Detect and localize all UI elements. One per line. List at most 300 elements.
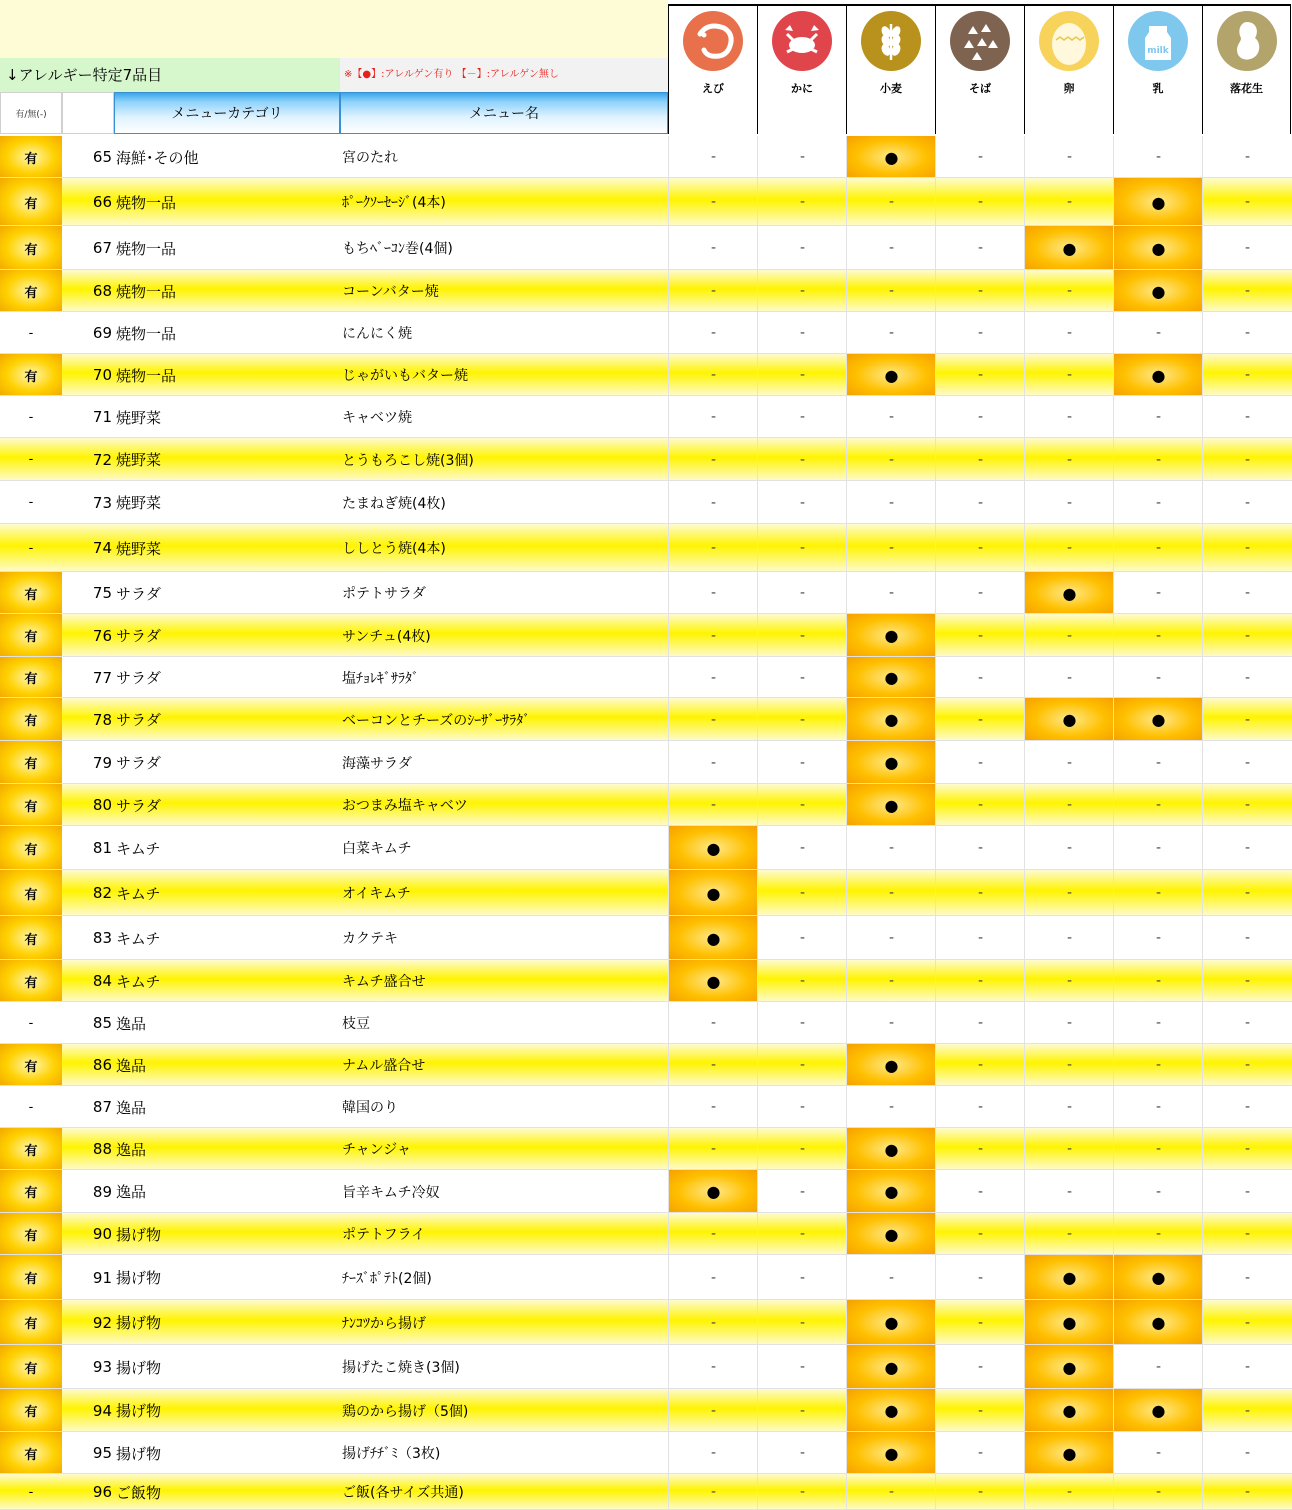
- menu-category-cell: 逸品: [116, 1140, 147, 1159]
- allergen-mark-cell: -: [935, 784, 1025, 826]
- allergen-mark-cell: -: [1202, 524, 1292, 572]
- allergen-mark-cell: -: [757, 870, 847, 916]
- allergen-mark-cell: -: [668, 1345, 758, 1389]
- allergen-mark-cell: -: [846, 1002, 936, 1044]
- allergen-mark-cell: -: [1113, 614, 1203, 657]
- allergen-mark-cell: ●: [668, 960, 758, 1002]
- allergen-mark-cell: -: [757, 1345, 847, 1389]
- allergen-mark-cell: -: [1024, 354, 1114, 396]
- allergen-mark-cell: -: [668, 178, 758, 226]
- allergen-flag-cell: 有: [0, 1432, 62, 1474]
- allergen-mark-cell: -: [1202, 1345, 1292, 1389]
- table-row: [0, 481, 1292, 524]
- allergen-mark-cell: -: [1202, 481, 1292, 524]
- menu-name-cell: ポテトサラダ: [342, 586, 426, 602]
- allergen-mark-cell: -: [1024, 438, 1114, 481]
- menu-number-cell: 76: [92, 626, 112, 645]
- menu-number-cell: 69: [92, 324, 112, 342]
- menu-name-cell: ポテトフライ: [342, 1227, 426, 1243]
- allergen-flag-cell: -: [28, 452, 34, 467]
- menu-category-cell: サラダ: [116, 584, 161, 603]
- number-column-header: [62, 92, 114, 134]
- allergen-mark-cell: -: [1024, 916, 1114, 960]
- allergen-mark-cell: -: [757, 572, 847, 614]
- allergen-mark-cell: -: [1024, 312, 1114, 354]
- allergen-mark-cell: -: [846, 438, 936, 481]
- menu-number-cell: 82: [92, 884, 112, 902]
- allergen-mark-cell: -: [1202, 312, 1292, 354]
- allergen-mark-cell: -: [1202, 1255, 1292, 1300]
- menu-category-cell: 焼野菜: [116, 494, 162, 512]
- allergen-mark-cell: ●: [846, 354, 936, 396]
- table-row: [0, 270, 1292, 312]
- allergen-mark-cell: -: [935, 1213, 1025, 1255]
- menu-number-cell: 86: [92, 1056, 112, 1074]
- allergen-header: [935, 4, 1024, 134]
- menu-number-cell: 96: [92, 1483, 112, 1501]
- menu-category-cell: 焼物一品: [116, 193, 177, 212]
- name-column-header: メニュー名: [340, 92, 668, 134]
- allergen-flag-cell: 有: [0, 1389, 62, 1432]
- menu-name-cell: オイキムチ: [342, 886, 411, 902]
- allergen-mark-cell: -: [757, 916, 847, 960]
- menu-name-cell: サンチュ(4枚): [342, 628, 431, 645]
- allergen-mark-cell: -: [1202, 1389, 1292, 1432]
- allergen-mark-cell: ●: [668, 826, 758, 870]
- allergen-mark-cell: -: [1113, 657, 1203, 698]
- allergen-mark-cell: -: [757, 784, 847, 826]
- menu-category-cell: 逸品: [116, 1098, 147, 1117]
- allergen-mark-cell: ●: [1113, 178, 1203, 226]
- allergen-mark-cell: ●: [846, 1170, 936, 1213]
- allergen-mark-cell: -: [757, 614, 847, 657]
- allergen-flag-cell: 有: [0, 1170, 62, 1213]
- allergen-mark-cell: -: [1113, 1213, 1203, 1255]
- table-row: [0, 784, 1292, 826]
- allergen-flag-cell: 有: [0, 614, 62, 657]
- menu-name-cell: キムチ盛合せ: [342, 974, 426, 990]
- allergen-mark-cell: -: [935, 1300, 1025, 1345]
- allergen-header: [757, 4, 846, 134]
- allergen-mark-cell: -: [935, 178, 1025, 226]
- allergen-label: 落花生: [1230, 82, 1263, 95]
- table-row: [0, 226, 1292, 270]
- wheat-icon: [860, 10, 922, 72]
- allergen-mark-cell: -: [846, 916, 936, 960]
- allergen-flag-cell: 有: [0, 270, 62, 312]
- allergen-mark-cell: -: [1202, 870, 1292, 916]
- allergen-mark-cell: ●: [668, 1170, 758, 1213]
- allergen-mark-cell: ●: [1024, 1389, 1114, 1432]
- allergen-mark-cell: -: [1113, 136, 1203, 178]
- menu-name-cell: たまねぎ焼(4枚): [342, 495, 446, 512]
- allergen-mark-cell: -: [757, 312, 847, 354]
- menu-category-cell: 焼野菜: [116, 408, 162, 427]
- allergen-mark-cell: -: [1202, 1300, 1292, 1345]
- table-row: [0, 1213, 1292, 1255]
- allergen-flag-cell: 有: [0, 698, 62, 741]
- category-column-header: メニューカテゴリ: [114, 92, 340, 134]
- allergen-header: [1113, 4, 1202, 134]
- allergen-mark-cell: -: [846, 1474, 936, 1510]
- allergen-mark-cell: -: [1024, 524, 1114, 572]
- allergen-header: [1202, 4, 1291, 134]
- allergen-mark-cell: ●: [1113, 270, 1203, 312]
- allergen-mark-cell: -: [1024, 614, 1114, 657]
- allergen-mark-cell: ●: [1113, 226, 1203, 270]
- allergen-mark-cell: -: [1024, 178, 1114, 226]
- allergen-mark-cell: -: [1202, 657, 1292, 698]
- allergen-mark-cell: -: [1202, 1432, 1292, 1474]
- allergen-mark-cell: -: [935, 438, 1025, 481]
- menu-name-cell: ベーコンとチーズのｼｰｻﾞｰｻﾗﾀﾞ: [342, 712, 531, 729]
- allergen-flag-cell: -: [28, 1484, 34, 1500]
- allergen-mark-cell: -: [935, 741, 1025, 784]
- allergen-mark-cell: -: [757, 741, 847, 784]
- allergen-label: えび: [702, 82, 724, 95]
- allergen-mark-cell: -: [757, 1300, 847, 1345]
- allergen-mark-cell: -: [846, 178, 936, 226]
- menu-category-cell: 揚げ物: [116, 1358, 162, 1377]
- table-row: [0, 1170, 1292, 1213]
- svg-text:milk: milk: [1147, 46, 1169, 56]
- allergen-flag-cell: 有: [0, 136, 62, 178]
- allergen-mark-cell: -: [757, 1128, 847, 1170]
- menu-category-cell: 揚げ物: [116, 1402, 162, 1420]
- menu-category-cell: キムチ: [116, 839, 161, 858]
- table-row: [0, 438, 1292, 481]
- menu-number-cell: 67: [92, 239, 112, 257]
- allergen-mark-cell: -: [935, 1389, 1025, 1432]
- sheet-title: ↓アレルギー特定7品目: [0, 58, 340, 92]
- menu-category-cell: 焼物一品: [116, 366, 177, 385]
- allergen-mark-cell: -: [935, 1086, 1025, 1128]
- allergen-mark-cell: -: [757, 1170, 847, 1213]
- menu-name-cell: 枝豆: [342, 1016, 370, 1032]
- menu-name-cell: 旨辛キムチ冷奴: [342, 1184, 440, 1201]
- allergen-mark-cell: -: [1024, 396, 1114, 438]
- menu-category-cell: サラダ: [116, 669, 161, 687]
- menu-name-cell: ししとう焼(4本): [342, 541, 446, 557]
- allergen-mark-cell: -: [935, 226, 1025, 270]
- allergen-flag-cell: -: [28, 1099, 34, 1115]
- allergen-mark-cell: -: [668, 1255, 758, 1300]
- table-row: [0, 1300, 1292, 1345]
- allergen-mark-cell: -: [1202, 614, 1292, 657]
- menu-category-cell: サラダ: [116, 711, 161, 729]
- allergen-flag-cell: -: [28, 409, 34, 425]
- menu-category-cell: 逸品: [116, 1183, 147, 1201]
- allergen-mark-cell: -: [1113, 1432, 1203, 1474]
- table-row: [0, 916, 1292, 960]
- allergen-mark-cell: -: [1202, 396, 1292, 438]
- allergen-mark-cell: -: [1113, 826, 1203, 870]
- allergen-mark-cell: -: [935, 1255, 1025, 1300]
- allergen-mark-cell: -: [1024, 826, 1114, 870]
- allergen-mark-cell: -: [935, 396, 1025, 438]
- allergen-mark-cell: -: [935, 524, 1025, 572]
- table-row: [0, 870, 1292, 916]
- allergen-flag-cell: -: [28, 495, 34, 510]
- allergen-flag-cell: 有: [0, 960, 62, 1002]
- legend-note: ※【●】:アレルゲン有り 【－】:アレルゲン無し: [340, 58, 668, 92]
- menu-number-cell: 77: [92, 668, 112, 687]
- allergen-mark-cell: -: [846, 481, 936, 524]
- allergen-mark-cell: -: [668, 572, 758, 614]
- menu-number-cell: 92: [92, 1313, 112, 1332]
- menu-number-cell: 80: [92, 796, 112, 814]
- table-row: [0, 1432, 1292, 1474]
- allergen-mark-cell: -: [1202, 784, 1292, 826]
- menu-number-cell: 87: [92, 1098, 112, 1116]
- menu-category-cell: ご飯物: [116, 1483, 162, 1502]
- allergen-mark-cell: -: [1024, 1128, 1114, 1170]
- allergen-flag-cell: 有: [0, 1128, 62, 1170]
- menu-category-cell: 焼野菜: [116, 539, 162, 558]
- allergen-mark-cell: -: [1113, 524, 1203, 572]
- allergen-mark-cell: ●: [1024, 226, 1114, 270]
- allergen-mark-cell: -: [935, 1128, 1025, 1170]
- table-row: [0, 396, 1292, 438]
- allergen-mark-cell: -: [1202, 1474, 1292, 1510]
- menu-number-cell: 84: [92, 972, 112, 990]
- menu-name-cell: ﾁｰｽﾞﾎﾟﾃﾄ(2個): [342, 1270, 432, 1287]
- allergen-mark-cell: -: [935, 1170, 1025, 1213]
- allergen-mark-cell: -: [668, 438, 758, 481]
- menu-name-cell: 鶏のから揚げ（5個): [342, 1403, 469, 1420]
- allergen-mark-cell: ●: [846, 741, 936, 784]
- table-row: [0, 572, 1292, 614]
- allergen-flag-cell: 有: [0, 226, 62, 270]
- allergen-mark-cell: ●: [1113, 1389, 1203, 1432]
- allergen-mark-cell: -: [1113, 1002, 1203, 1044]
- allergen-mark-cell: -: [668, 312, 758, 354]
- table-row: [0, 1002, 1292, 1044]
- allergen-header: [1024, 4, 1113, 134]
- allergen-mark-cell: -: [668, 741, 758, 784]
- allergen-mark-cell: -: [1113, 396, 1203, 438]
- allergen-mark-cell: -: [935, 1474, 1025, 1510]
- shrimp-icon: [682, 10, 744, 72]
- menu-name-cell: 白菜キムチ: [342, 841, 412, 857]
- allergen-mark-cell: -: [846, 1255, 936, 1300]
- allergen-mark-cell: ●: [668, 916, 758, 960]
- allergen-mark-cell: -: [1202, 826, 1292, 870]
- menu-number-cell: 66: [92, 193, 112, 211]
- menu-category-cell: キムチ: [116, 972, 161, 991]
- allergen-mark-cell: -: [668, 136, 758, 178]
- menu-name-cell: ご飯(各サイズ共通): [342, 1485, 464, 1501]
- menu-number-cell: 75: [92, 584, 112, 602]
- allergen-mark-cell: -: [935, 270, 1025, 312]
- allergen-mark-cell: -: [935, 1432, 1025, 1474]
- menu-number-cell: 88: [92, 1140, 112, 1158]
- allergen-mark-cell: -: [1024, 870, 1114, 916]
- allergen-label: 小麦: [880, 82, 902, 95]
- allergen-mark-cell: -: [1024, 784, 1114, 826]
- menu-category-cell: 逸品: [116, 1014, 147, 1033]
- allergen-mark-cell: -: [757, 354, 847, 396]
- allergen-flag-cell: 有: [0, 1255, 62, 1300]
- allergen-mark-cell: -: [1024, 481, 1114, 524]
- allergen-mark-cell: -: [1024, 270, 1114, 312]
- allergen-mark-cell: -: [1202, 960, 1292, 1002]
- table-row: [0, 354, 1292, 396]
- allergen-mark-cell: -: [1202, 438, 1292, 481]
- allergen-mark-cell: -: [1202, 741, 1292, 784]
- menu-category-cell: 焼野菜: [116, 451, 162, 469]
- menu-category-cell: サラダ: [116, 796, 161, 815]
- allergen-mark-cell: -: [846, 312, 936, 354]
- allergen-mark-cell: ●: [1024, 1345, 1114, 1389]
- allergen-mark-cell: -: [757, 1002, 847, 1044]
- menu-name-cell: にんにく焼: [342, 326, 412, 342]
- allergen-mark-cell: -: [846, 226, 936, 270]
- allergen-mark-cell: -: [1202, 1170, 1292, 1213]
- table-row: [0, 657, 1292, 698]
- allergen-mark-cell: -: [1113, 1345, 1203, 1389]
- allergen-mark-cell: -: [846, 270, 936, 312]
- menu-name-cell: カクテキ: [342, 931, 398, 947]
- menu-number-cell: 72: [92, 450, 112, 469]
- menu-category-cell: 逸品: [116, 1056, 147, 1075]
- menu-number-cell: 85: [92, 1014, 112, 1032]
- allergen-mark-cell: -: [1202, 354, 1292, 396]
- allergen-mark-cell: -: [1113, 916, 1203, 960]
- allergen-mark-cell: ●: [846, 614, 936, 657]
- table-row: [0, 741, 1292, 784]
- menu-name-cell: 揚げﾁﾁﾞﾐ（3枚): [342, 1446, 441, 1462]
- table-row: [0, 826, 1292, 870]
- allergen-header: [668, 4, 757, 134]
- menu-number-cell: 94: [92, 1401, 112, 1420]
- table-row: [0, 614, 1292, 657]
- allergen-mark-cell: -: [1202, 1086, 1292, 1128]
- allergen-mark-cell: ●: [846, 1389, 936, 1432]
- allergen-mark-cell: -: [757, 226, 847, 270]
- menu-number-cell: 81: [92, 839, 112, 857]
- allergen-mark-cell: -: [1024, 1213, 1114, 1255]
- allergen-flag-cell: 有: [0, 1300, 62, 1345]
- allergen-mark-cell: -: [668, 1474, 758, 1510]
- allergen-mark-cell: ●: [846, 1213, 936, 1255]
- menu-name-cell: おつまみ塩キャベツ: [342, 798, 468, 814]
- allergen-flag-cell: 有: [0, 916, 62, 960]
- allergen-mark-cell: -: [1024, 1044, 1114, 1086]
- allergen-header: [846, 4, 935, 134]
- allergen-mark-cell: -: [757, 438, 847, 481]
- menu-number-cell: 79: [92, 753, 112, 772]
- menu-name-cell: コーンバター焼: [342, 284, 439, 300]
- allergen-mark-cell: -: [1113, 572, 1203, 614]
- allergen-flag-cell: 有: [0, 870, 62, 916]
- allergen-mark-cell: -: [668, 481, 758, 524]
- allergen-mark-cell: -: [1113, 741, 1203, 784]
- allergen-mark-cell: ●: [846, 784, 936, 826]
- allergen-mark-cell: -: [935, 826, 1025, 870]
- allergen-flag-cell: 有: [0, 826, 62, 870]
- menu-name-cell: じゃがいもバター焼: [342, 368, 468, 384]
- allergen-mark-cell: ●: [668, 870, 758, 916]
- menu-name-cell: 海藻サラダ: [342, 755, 412, 772]
- menu-category-cell: サラダ: [116, 754, 161, 772]
- allergen-mark-cell: -: [935, 916, 1025, 960]
- table-row: [0, 524, 1292, 572]
- menu-number-cell: 73: [92, 493, 112, 512]
- allergen-mark-cell: -: [757, 1255, 847, 1300]
- allergen-mark-cell: ●: [1113, 1255, 1203, 1300]
- allergen-mark-cell: -: [935, 1044, 1025, 1086]
- allergen-flag-cell: 有: [0, 1044, 62, 1086]
- menu-category-cell: 焼物一品: [116, 282, 177, 301]
- menu-number-cell: 71: [92, 408, 112, 426]
- table-row: [0, 136, 1292, 178]
- flag-column-header: 有/無(-): [0, 92, 62, 134]
- menu-number-cell: 90: [92, 1225, 112, 1243]
- egg-icon: [1038, 10, 1100, 72]
- allergen-mark-cell: -: [668, 1389, 758, 1432]
- allergen-mark-cell: -: [935, 354, 1025, 396]
- allergen-mark-cell: -: [757, 1044, 847, 1086]
- allergen-mark-cell: -: [935, 657, 1025, 698]
- allergen-mark-cell: -: [668, 396, 758, 438]
- menu-category-cell: 海鮮･その他: [116, 148, 199, 167]
- allergen-mark-cell: -: [1113, 1128, 1203, 1170]
- allergen-mark-cell: -: [1113, 960, 1203, 1002]
- menu-name-cell: ﾅﾝｺﾂから揚げ: [342, 1315, 426, 1332]
- allergen-flag-cell: -: [28, 325, 34, 341]
- allergen-mark-cell: -: [668, 614, 758, 657]
- allergen-mark-cell: -: [757, 1474, 847, 1510]
- allergen-mark-cell: -: [935, 870, 1025, 916]
- menu-name-cell: ナムル盛合せ: [342, 1058, 426, 1074]
- allergen-mark-cell: -: [1113, 1086, 1203, 1128]
- allergen-mark-cell: -: [668, 1044, 758, 1086]
- allergen-mark-cell: ●: [846, 1128, 936, 1170]
- menu-name-cell: 韓国のり: [342, 1100, 398, 1116]
- menu-name-cell: ﾎﾟｰｸｿｰｾｰｼﾞ(4本): [342, 195, 446, 211]
- allergen-mark-cell: -: [1024, 1002, 1114, 1044]
- allergen-mark-cell: -: [757, 396, 847, 438]
- allergen-mark-cell: -: [1202, 916, 1292, 960]
- allergen-mark-cell: -: [668, 524, 758, 572]
- allergen-mark-cell: -: [1113, 1474, 1203, 1510]
- allergen-mark-cell: -: [1202, 698, 1292, 741]
- allergen-mark-cell: -: [935, 312, 1025, 354]
- allergen-mark-cell: -: [668, 1128, 758, 1170]
- allergen-mark-cell: -: [935, 1002, 1025, 1044]
- allergen-flag-cell: 有: [0, 572, 62, 614]
- allergen-mark-cell: -: [1024, 657, 1114, 698]
- menu-category-cell: 揚げ物: [116, 1444, 162, 1463]
- allergen-mark-cell: -: [1113, 870, 1203, 916]
- allergen-mark-cell: -: [668, 226, 758, 270]
- menu-number-cell: 78: [92, 710, 112, 729]
- allergen-label: 卵: [1063, 82, 1075, 95]
- menu-category-cell: キムチ: [116, 884, 161, 903]
- menu-name-cell: 宮のたれ: [342, 150, 398, 166]
- menu-number-cell: 89: [92, 1182, 112, 1201]
- menu-name-cell: 塩ﾁｮﾚｷﾞｻﾗﾀﾞ: [342, 670, 419, 687]
- peanut-icon: [1216, 10, 1278, 72]
- allergen-mark-cell: -: [668, 1002, 758, 1044]
- allergen-mark-cell: -: [1202, 1002, 1292, 1044]
- allergen-flag-cell: 有: [0, 354, 62, 396]
- menu-category-cell: 焼物一品: [116, 324, 177, 343]
- allergen-mark-cell: -: [1202, 226, 1292, 270]
- allergen-mark-cell: ●: [846, 698, 936, 741]
- allergen-mark-cell: -: [1113, 438, 1203, 481]
